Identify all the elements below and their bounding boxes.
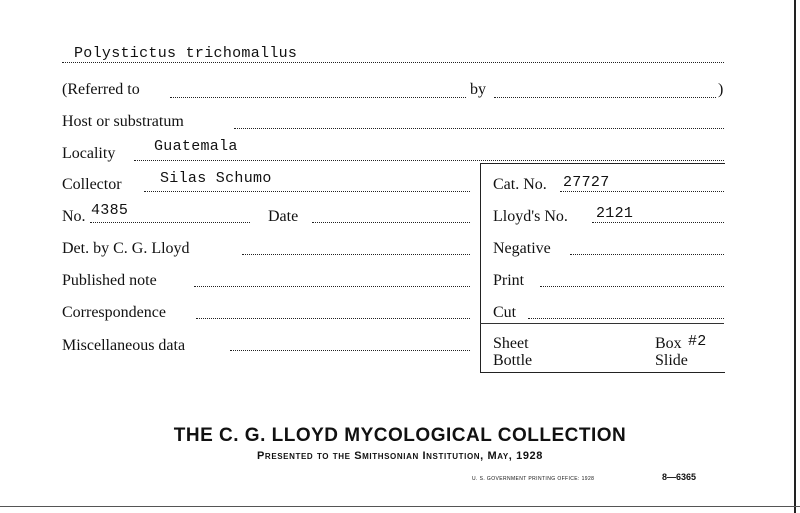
det-label: Det. by C. G. Lloyd (62, 240, 190, 257)
lloyd-label: Lloyd's No. (493, 208, 568, 225)
by-label: by (470, 81, 486, 98)
correspondence-line (196, 318, 470, 319)
cat-value: 27727 (563, 174, 610, 191)
correspondence-label: Correspondence (62, 304, 166, 321)
det-line (242, 254, 470, 255)
form-number: 8—6365 (662, 472, 697, 482)
box-label: Box (655, 335, 682, 352)
lloyd-line (592, 222, 724, 223)
no-label: No. (62, 208, 86, 225)
box-value: #2 (688, 333, 707, 350)
catalog-box-separator (480, 323, 724, 324)
referred-label: (Referred to (62, 81, 140, 98)
misc-label: Miscellaneous data (62, 337, 186, 354)
collector-value: Silas Schumo (160, 170, 272, 187)
cat-line (560, 191, 724, 192)
host-label: Host or substratum (62, 113, 184, 130)
card-edge-bottom (0, 506, 800, 507)
host-line (234, 128, 724, 129)
collection-title: THE C. G. LLOYD MYCOLOGICAL COLLECTION (173, 425, 627, 446)
species-name: Polystictus trichomallus (74, 45, 298, 62)
printing-office-imprint: U. S. GOVERNMENT PRINTING OFFICE: 1928 (472, 476, 595, 482)
date-line (312, 222, 470, 223)
no-line (90, 222, 250, 223)
collector-label: Collector (62, 176, 122, 193)
negative-line (570, 254, 724, 255)
locality-label: Locality (62, 145, 116, 162)
negative-label: Negative (493, 240, 551, 257)
no-value: 4385 (91, 202, 129, 219)
referred-line (170, 97, 466, 98)
sheet-label: Sheet (493, 335, 529, 352)
species-line (62, 62, 724, 63)
slide-label: Slide (655, 352, 688, 369)
misc-line (230, 350, 470, 351)
print-line (540, 286, 724, 287)
lloyd-value: 2121 (596, 205, 634, 222)
locality-line (134, 160, 724, 161)
published-line (194, 286, 470, 287)
print-label: Print (493, 272, 525, 289)
cut-label: Cut (493, 304, 517, 321)
published-label: Published note (62, 272, 157, 289)
locality-value: Guatemala (154, 138, 238, 155)
cat-label: Cat. No. (493, 176, 547, 193)
bottle-label: Bottle (493, 352, 533, 369)
date-label: Date (268, 208, 299, 225)
close-paren: ) (718, 81, 724, 98)
collection-subtitle: Presented to the Smithsonian Institution, May, 1928 (257, 450, 543, 462)
by-line (494, 97, 716, 98)
collector-line (144, 191, 470, 192)
cut-line (528, 318, 724, 319)
